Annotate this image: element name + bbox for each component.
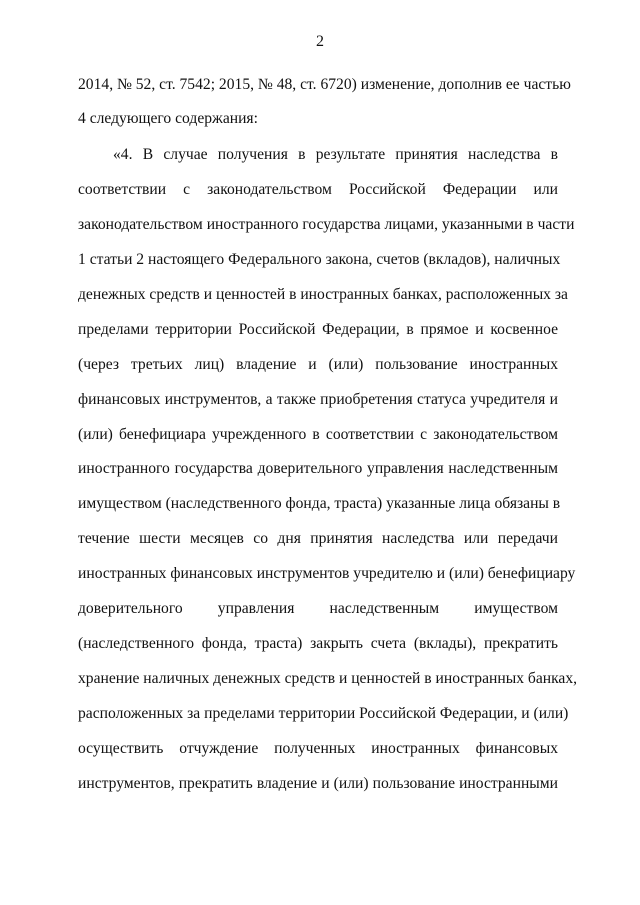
text-line: (через третьих лиц) владение и (или) пользование иностранных — [78, 356, 558, 373]
text-line: пределами территории Российской Федерации, в прямое и косвенное — [78, 321, 558, 338]
text-line: иностранного государства доверительного управления наследственным — [78, 460, 558, 477]
text-line: (наследственного фонда, траста) закрыть счета (вклады), прекратить — [78, 635, 558, 652]
text-line: соответствии с законодательством Российской Федерации или — [78, 181, 558, 198]
text-line: расположенных за пределами территории Российской Федерации, и (или) — [78, 705, 569, 722]
text-line: 4 следующего содержания: — [78, 110, 258, 127]
paragraph-first-line: «4. В случае получения в результате принятия наследства в — [113, 146, 558, 163]
text-line: доверительного управления наследственным имуществом — [78, 600, 558, 617]
text-line: финансовых инструментов, а также приобретения статуса учредителя и — [78, 391, 558, 408]
text-line: законодательством иностранного государства лицами, указанными в части — [78, 216, 575, 233]
text-line: инструментов, прекратить владение и (или) пользование иностранными — [78, 775, 558, 792]
text-line: денежных средств и ценностей в иностранных банках, расположенных за — [78, 286, 568, 303]
page-number: 2 — [316, 33, 324, 50]
text-line: иностранных финансовых инструментов учредителю и (или) бенефициару — [78, 565, 576, 582]
text-line: хранение наличных денежных средств и ценностей в иностранных банках, — [78, 670, 578, 687]
text-line: осуществить отчуждение полученных иностранных финансовых — [78, 740, 558, 757]
text-line: 2014, № 52, ст. 7542; 2015, № 48, ст. 6720) изменение, дополнив ее частью — [78, 76, 571, 93]
text-line: течение шести месяцев со дня принятия наследства или передачи — [78, 530, 558, 547]
text-line: имуществом (наследственного фонда, траста) указанные лица обязаны в — [78, 495, 561, 512]
text-line: 1 статьи 2 настоящего Федерального закона, счетов (вкладов), наличных — [78, 251, 561, 268]
text-line: (или) бенефициара учрежденного в соответствии с законодательством — [78, 426, 558, 443]
